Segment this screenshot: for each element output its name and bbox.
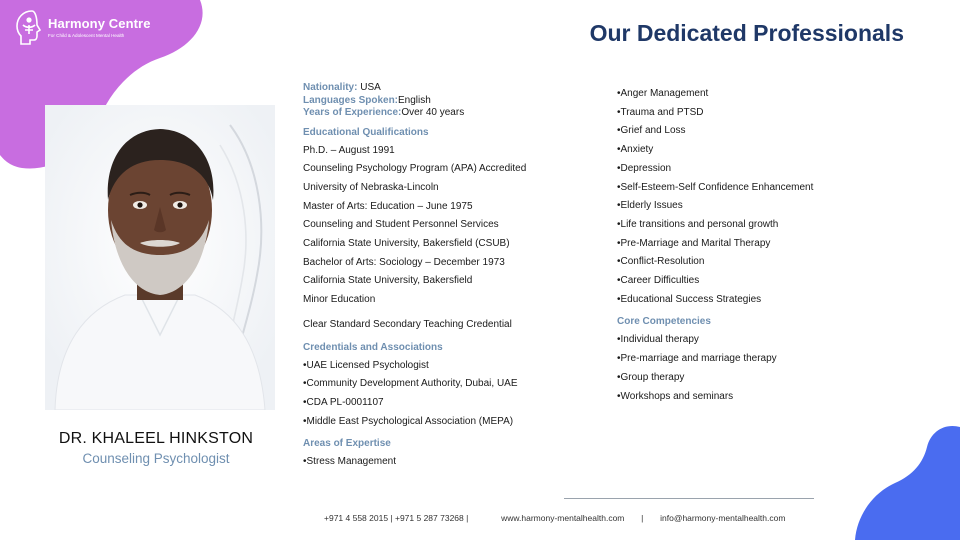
education-item: Counseling and Student Personnel Services bbox=[303, 219, 499, 231]
experience-label: Years of Experience: bbox=[303, 107, 402, 118]
competency-item: •Individual therapy bbox=[617, 334, 699, 346]
expertise-item: •Pre-Marriage and Marital Therapy bbox=[617, 237, 771, 249]
expertise-item: •Stress Management bbox=[303, 456, 396, 468]
competency-item: •Group therapy bbox=[617, 371, 685, 383]
competency-item: •Pre-marriage and marriage therapy bbox=[617, 353, 777, 365]
education-item: Master of Arts: Education – June 1975 bbox=[303, 200, 473, 212]
credential-item: •UAE Licensed Psychologist bbox=[303, 359, 429, 371]
education-item: Bachelor of Arts: Sociology – December 1973 bbox=[303, 256, 505, 268]
brand-name: Harmony Centre bbox=[48, 16, 151, 31]
languages-label: Languages Spoken: bbox=[303, 94, 399, 106]
harmony-logo-icon bbox=[12, 8, 44, 46]
doctor-name-block bbox=[0, 430, 312, 466]
expertise-item: •Grief and Loss bbox=[617, 125, 686, 137]
expertise-heading: Areas of Expertise bbox=[303, 438, 391, 450]
education-item: Ph.D. – August 1991 bbox=[303, 144, 395, 156]
languages-row bbox=[303, 95, 603, 108]
footer-separator: | bbox=[641, 513, 644, 523]
footer-email-link[interactable]: info@harmony-mentalhealth.com bbox=[660, 513, 786, 523]
footer-phones[interactable]: +971 4 558 2015 | +971 5 287 73268 | bbox=[324, 513, 469, 523]
blue-corner-blob bbox=[855, 425, 960, 540]
doctor-portrait bbox=[45, 105, 275, 410]
education-item: Counseling Psychology Program (APA) Accredited bbox=[303, 163, 527, 175]
doctor-name: DR. KHALEEL HINKSTON bbox=[58, 430, 254, 447]
experience-value: Over 40 years bbox=[401, 107, 465, 118]
expertise-item: •Elderly Issues bbox=[617, 200, 683, 212]
doctor-role: Counseling Psychologist bbox=[82, 451, 230, 466]
languages-value: English bbox=[398, 94, 431, 106]
competency-item: •Workshops and seminars bbox=[617, 390, 734, 402]
profile-left-column bbox=[303, 82, 603, 472]
education-item: Clear Standard Secondary Teaching Credential bbox=[303, 318, 512, 330]
footer-divider bbox=[564, 498, 814, 499]
expertise-item: •Educational Success Strategies bbox=[617, 293, 762, 305]
page-title: Our Dedicated Professionals bbox=[589, 20, 904, 46]
expertise-item: •Self-Esteem-Self Confidence Enhancement bbox=[617, 181, 814, 193]
profile-right-column bbox=[617, 85, 917, 406]
nationality-value: USA bbox=[357, 82, 381, 93]
expertise-item: •Anxiety bbox=[617, 144, 654, 156]
education-heading: Educational Qualifications bbox=[303, 126, 429, 138]
education-item: Minor Education bbox=[303, 294, 376, 306]
footer-website-link[interactable]: www.harmony-mentalhealth.com bbox=[501, 513, 625, 523]
expertise-item: •Conflict-Resolution bbox=[617, 256, 705, 268]
credential-item: •Middle East Psychological Association (MEPA) bbox=[303, 415, 514, 427]
expertise-item: •Career Difficulties bbox=[617, 275, 700, 287]
experience-row bbox=[303, 107, 603, 120]
expertise-item: •Anger Management bbox=[617, 88, 709, 99]
education-item: California State University, Bakersfield (CSUB) bbox=[303, 238, 510, 250]
expertise-item: •Life transitions and personal growth bbox=[617, 218, 779, 230]
nationality-row bbox=[303, 82, 603, 95]
brand-logo[interactable] bbox=[12, 8, 151, 46]
brand-tagline: For Child & Adolescent Mental Health bbox=[48, 33, 125, 38]
competencies-heading: Core Competencies bbox=[617, 316, 711, 328]
education-item: University of Nebraska-Lincoln bbox=[303, 181, 439, 193]
expertise-item: •Depression bbox=[617, 162, 672, 174]
footer-contact bbox=[324, 513, 785, 523]
credential-item: •CDA PL-0001107 bbox=[303, 396, 384, 408]
credentials-heading: Credentials and Associations bbox=[303, 341, 443, 353]
nationality-label: Nationality: bbox=[303, 82, 358, 93]
expertise-item: •Trauma and PTSD bbox=[617, 106, 704, 118]
education-item: California State University, Bakersfield bbox=[303, 275, 473, 287]
credential-item: •Community Development Authority, Dubai, UAE bbox=[303, 378, 518, 390]
